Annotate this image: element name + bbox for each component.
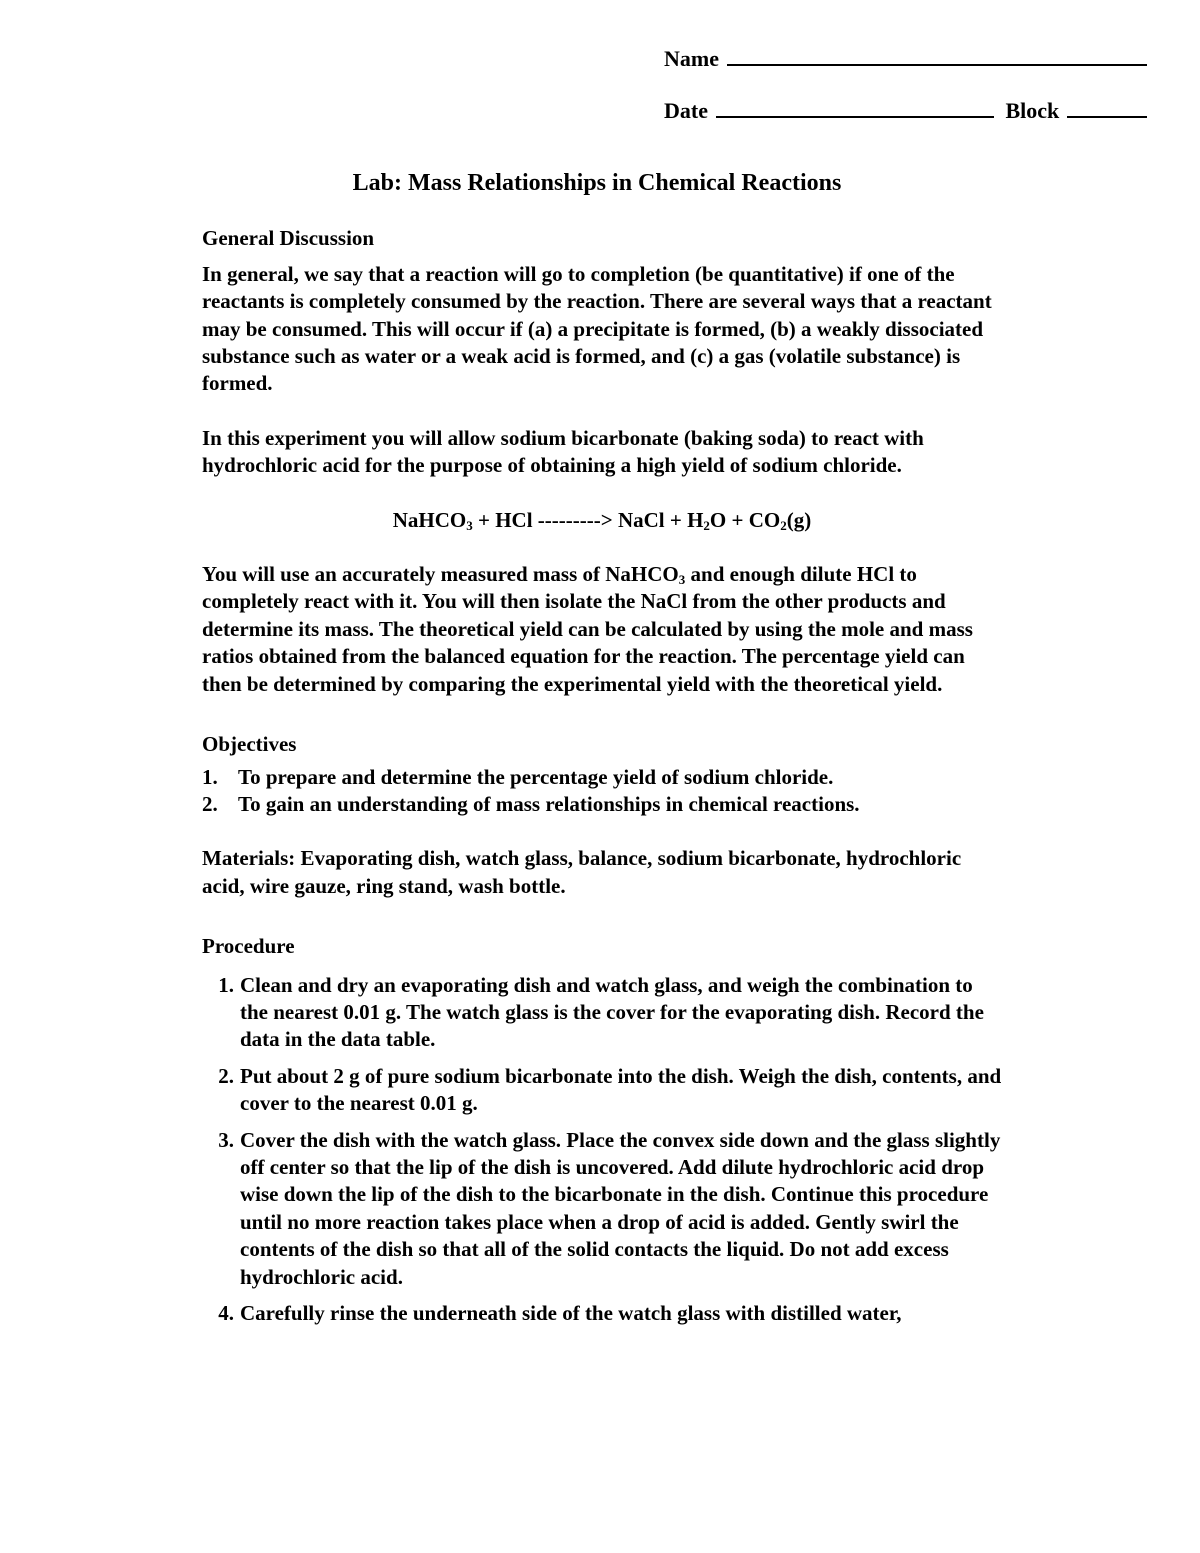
equation-part: NaHCO	[392, 507, 467, 532]
date-blank[interactable]	[716, 94, 994, 118]
materials-paragraph: Materials: Evaporating dish, watch glass, balance, sodium bicarbonate, hydrochloric acid, wire gauze, ring stand, wash bottle.	[202, 846, 962, 898]
paragraph-text: and enough dilute HCl to completely react with it. You will then isolate the NaCl from the other products and determine its mass. The theoretical yield can be calculated by using the mole and mass ratios obtained from the balanced equation for the reaction. The percentage yield can then be determined by comparing the experimental yield with the theoretical yield.	[202, 562, 973, 696]
name-blank[interactable]	[727, 42, 1147, 66]
equation-part: (g)	[786, 507, 812, 532]
equation-subscript: 2	[780, 517, 787, 533]
equation-subscript: 3	[466, 517, 473, 533]
objectives-heading: Objectives	[202, 732, 297, 757]
discussion-paragraph-3	[202, 561, 1002, 698]
list-item	[202, 764, 1002, 791]
reaction-equation	[202, 507, 1002, 534]
paragraph-subscript: 3	[678, 572, 686, 588]
date-block-line	[664, 94, 1147, 124]
item-text: Carefully rinse the underneath side of the watch glass with distilled water,	[240, 1301, 902, 1325]
list-item	[202, 972, 1002, 1054]
objectives-list	[202, 764, 1002, 819]
item-number: 2.	[218, 1063, 234, 1088]
equation-part: O + CO	[709, 507, 781, 532]
list-item	[202, 1300, 1002, 1327]
date-label: Date	[664, 98, 708, 123]
name-label: Name	[664, 46, 719, 71]
item-number: 2.	[202, 791, 218, 816]
discussion-paragraph-2: In this experiment you will allow sodium bicarbonate (baking soda) to react with hydrochloric acid for the purpose of obtaining a high yield of sodium chloride.	[202, 425, 924, 478]
name-line	[664, 42, 1147, 72]
general-discussion-heading: General Discussion	[202, 226, 375, 251]
item-number: 1.	[218, 972, 234, 997]
item-number: 4.	[218, 1301, 234, 1325]
block-label: Block	[1005, 98, 1060, 123]
procedure-list	[202, 972, 1002, 1328]
item-number: 3.	[218, 1127, 234, 1152]
item-text: To prepare and determine the percentage yield of sodium chloride.	[238, 764, 834, 789]
equation-part: + HCl ---------> NaCl + H	[472, 507, 704, 532]
item-number: 1.	[202, 764, 218, 789]
item-text: Clean and dry an evaporating dish and watch glass, and weigh the combination to the nearest 0.01 g. The watch glass is the cover for the evaporating dish. Record the data in the data table.	[240, 972, 984, 1052]
item-text: To gain an understanding of mass relationships in chemical reactions.	[238, 791, 860, 816]
page-title: Lab: Mass Relationships in Chemical Reactions	[352, 170, 842, 196]
item-text: Cover the dish with the watch glass. Place the convex side down and the glass slightly off center so that the lip of the dish is uncovered. Add dilute hydrochloric acid drop wise down the lip of the dish to the bicarbonate in the dish. Continue this procedure until no more reaction takes place when a drop of acid is added. Gently swirl the contents of the dish so that all of the solid contacts the liquid. Do not add excess hydrochloric acid.	[240, 1127, 1001, 1289]
discussion-paragraph-1: In general, we say that a reaction will go to completion (be quantitative) if one of the reactants is completely consumed by the reaction. There are several ways that a reactant may be consumed. This will occur if (a) a precipitate is formed, (b) a weakly dissociated substance such as water or a weak acid is formed, and (c) a gas (volatile substance) is formed.	[202, 261, 992, 396]
item-text: Put about 2 g of pure sodium bicarbonate into the dish. Weigh the dish, contents, and cover to the nearest 0.01 g.	[240, 1063, 1002, 1116]
block-blank[interactable]	[1067, 94, 1147, 118]
list-item	[202, 1127, 1002, 1291]
equation-subscript: 2	[703, 517, 710, 533]
document-body	[202, 170, 1002, 1327]
procedure-heading: Procedure	[202, 934, 295, 959]
paragraph-text: You will use an accurately measured mass of NaHCO	[202, 562, 679, 587]
list-item	[202, 791, 1002, 818]
list-item	[202, 1063, 1002, 1118]
